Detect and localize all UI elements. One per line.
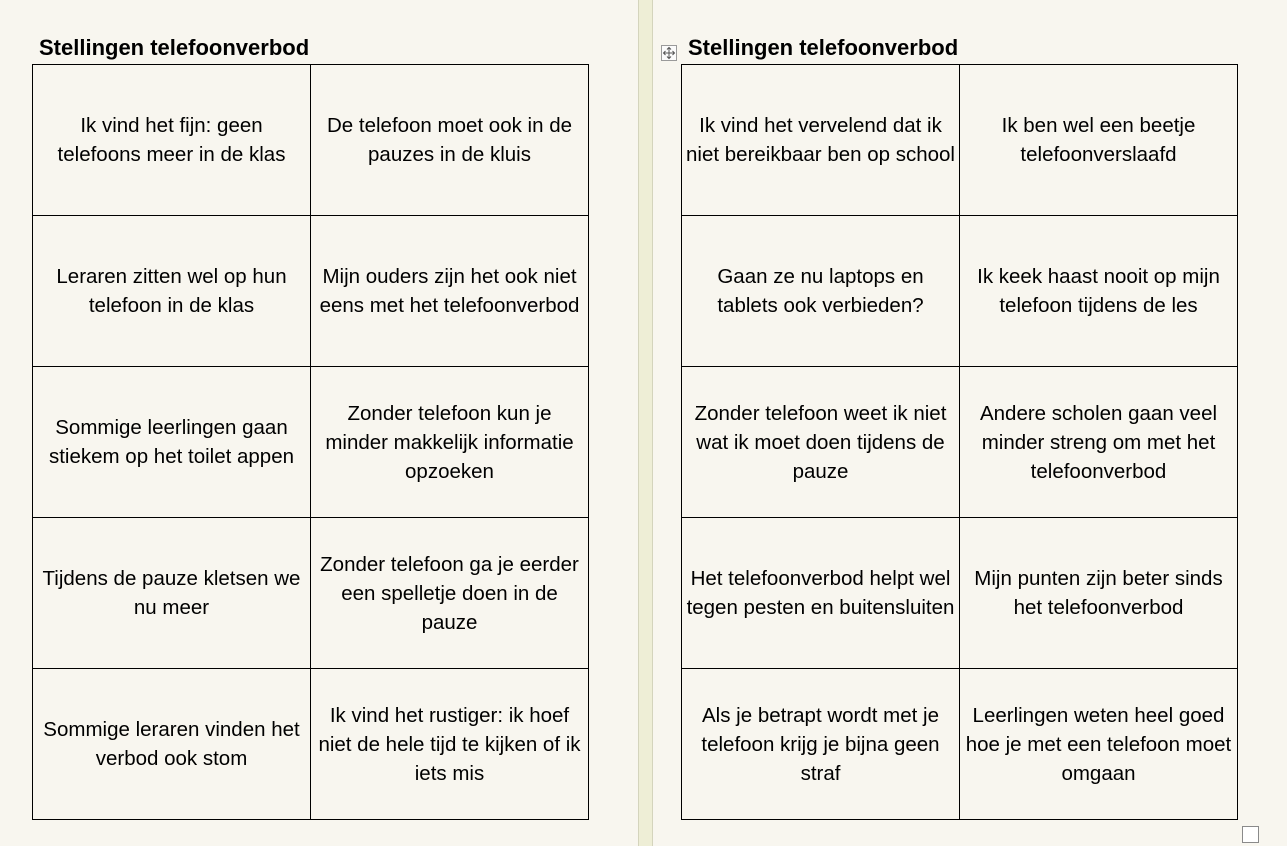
statements-table[interactable] — [681, 64, 1238, 820]
table-row — [682, 669, 1238, 820]
table-row — [33, 518, 589, 669]
move-arrows-icon[interactable] — [661, 45, 677, 61]
table-cell[interactable]: Leerlingen weten heel goed hoe je met een telefoon moet omgaan — [960, 669, 1238, 820]
table-cell[interactable]: Andere scholen gaan veel minder streng om met het telefoonverbod — [960, 367, 1238, 518]
table-cell[interactable]: Zonder telefoon ga je eerder een spelletje doen in de pauze — [311, 518, 589, 669]
resize-square-icon[interactable] — [1242, 826, 1259, 843]
table-cell[interactable]: Tijdens de pauze kletsen we nu meer — [33, 518, 311, 669]
table-cell[interactable]: Mijn ouders zijn het ook niet eens met het telefoonverbod — [311, 216, 589, 367]
statements-table[interactable] — [32, 64, 589, 820]
table-cell[interactable]: Ik keek haast nooit op mijn telefoon tijdens de les — [960, 216, 1238, 367]
table-row — [682, 65, 1238, 216]
table-cell[interactable]: Ik vind het vervelend dat ik niet bereikbaar ben op school — [682, 65, 960, 216]
table-row — [33, 669, 589, 820]
table-row — [682, 367, 1238, 518]
table-cell[interactable]: Gaan ze nu laptops en tablets ook verbieden? — [682, 216, 960, 367]
table-cell[interactable]: Mijn punten zijn beter sinds het telefoonverbod — [960, 518, 1238, 669]
page-separator — [638, 0, 653, 846]
table-cell[interactable]: Ik ben wel een beetje telefoonverslaafd — [960, 65, 1238, 216]
table-row — [682, 518, 1238, 669]
table-cell[interactable]: Sommige leraren vinden het verbod ook stom — [33, 669, 311, 820]
document-page-left — [0, 0, 638, 846]
table-cell[interactable]: Ik vind het rustiger: ik hoef niet de hele tijd te kijken of ik iets mis — [311, 669, 589, 820]
table-cell[interactable]: Ik vind het fijn: geen telefoons meer in de klas — [33, 65, 311, 216]
table-row — [33, 65, 589, 216]
page-title: Stellingen telefoonverbod — [688, 35, 959, 60]
table-cell[interactable]: Zonder telefoon weet ik niet wat ik moet doen tijdens de pauze — [682, 367, 960, 518]
document-page-right — [653, 0, 1287, 846]
table-cell[interactable]: Zonder telefoon kun je minder makkelijk informatie opzoeken — [311, 367, 589, 518]
table-cell[interactable]: Het telefoonverbod helpt wel tegen pesten en buitensluiten — [682, 518, 960, 669]
table-row — [33, 367, 589, 518]
table-cell[interactable]: Als je betrapt wordt met je telefoon krijg je bijna geen straf — [682, 669, 960, 820]
table-cell[interactable]: De telefoon moet ook in de pauzes in de kluis — [311, 65, 589, 216]
table-row — [33, 216, 589, 367]
table-cell[interactable]: Sommige leerlingen gaan stiekem op het toilet appen — [33, 367, 311, 518]
page-title: Stellingen telefoonverbod — [39, 35, 310, 60]
table-row — [682, 216, 1238, 367]
table-cell[interactable]: Leraren zitten wel op hun telefoon in de klas — [33, 216, 311, 367]
